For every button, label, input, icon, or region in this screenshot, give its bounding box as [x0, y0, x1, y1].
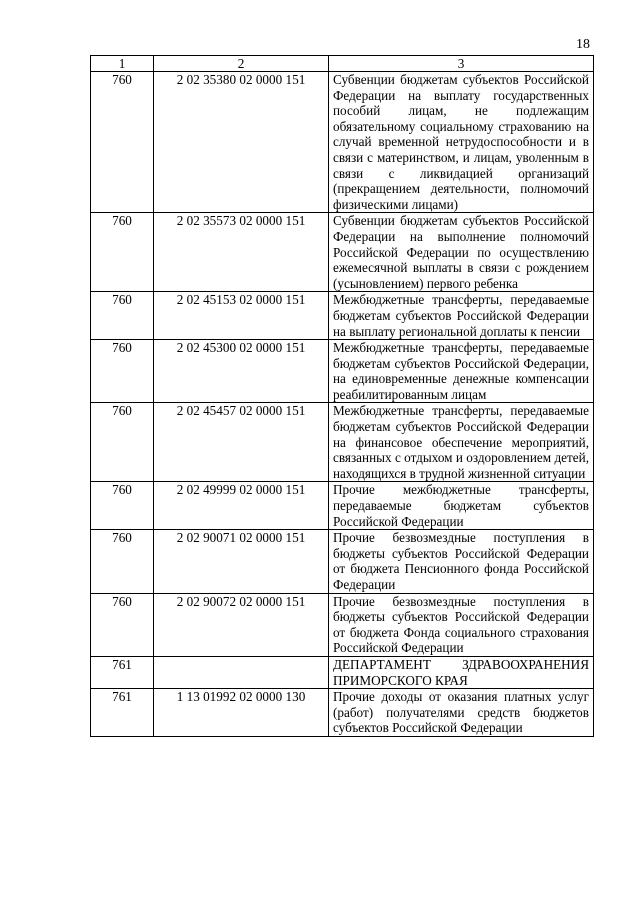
revenue-name-cell: Прочие межбюджетные трансферты, передаваемые бюджетам субъектов Российской Федерации	[329, 482, 594, 530]
table-row	[91, 213, 594, 292]
table-row	[91, 530, 594, 593]
kbk-code-cell: 2 02 45153 02 0000 151	[154, 292, 329, 340]
table-header-row	[91, 56, 594, 72]
column-header-3: 3	[329, 56, 594, 72]
kbk-code-cell: 2 02 49999 02 0000 151	[154, 482, 329, 530]
column-header-1: 1	[91, 56, 154, 72]
admin-code-cell: 760	[91, 340, 154, 403]
table-row	[91, 689, 594, 737]
revenue-name-cell: Межбюджетные трансферты, передаваемые бюджетам субъектов Российской Федерации на выплату региональной доплаты к пенсии	[329, 292, 594, 340]
admin-code-cell: 760	[91, 482, 154, 530]
table-row	[91, 593, 594, 656]
revenue-name-cell: Межбюджетные трансферты, передаваемые бюджетам субъектов Российской Федерации, на единовременные денежные компенсации реабилитированным лицам	[329, 340, 594, 403]
admin-code-cell: 760	[91, 292, 154, 340]
kbk-code-cell: 2 02 90071 02 0000 151	[154, 530, 329, 593]
admin-code-cell: 760	[91, 403, 154, 482]
department-heading-cell: ДЕПАРТАМЕНТ ЗДРАВООХРАНЕНИЯ ПРИМОРСКОГО КРАЯ	[329, 656, 594, 688]
column-header-2: 2	[154, 56, 329, 72]
admin-code-cell: 761	[91, 656, 154, 688]
table-row	[91, 482, 594, 530]
kbk-code-cell: 2 02 90072 02 0000 151	[154, 593, 329, 656]
kbk-code-cell: 2 02 45457 02 0000 151	[154, 403, 329, 482]
table-row	[91, 72, 594, 213]
revenue-name-cell: Субвенции бюджетам субъектов Российской Федерации на выполнение полномочий Российской Федерации по осуществлению ежемесячной выплаты в связи с рождением (усыновлением) первого ребенка	[329, 213, 594, 292]
table-row	[91, 656, 594, 688]
admin-code-cell: 760	[91, 72, 154, 213]
kbk-code-cell: 2 02 35573 02 0000 151	[154, 213, 329, 292]
kbk-code-cell: 2 02 35380 02 0000 151	[154, 72, 329, 213]
kbk-code-cell: 1 13 01992 02 0000 130	[154, 689, 329, 737]
kbk-code-cell: 2 02 45300 02 0000 151	[154, 340, 329, 403]
admin-code-cell: 760	[91, 213, 154, 292]
admin-code-cell: 760	[91, 593, 154, 656]
admin-code-cell: 761	[91, 689, 154, 737]
budget-classification-table	[90, 55, 594, 737]
table-row	[91, 292, 594, 340]
admin-code-cell: 760	[91, 530, 154, 593]
revenue-name-cell: Прочие безвозмездные поступления в бюджеты субъектов Российской Федерации от бюджета Пенсионного фонда Российской Федерации	[329, 530, 594, 593]
table-row	[91, 403, 594, 482]
revenue-name-cell: Субвенции бюджетам субъектов Российской Федерации на выплату государственных пособий лицам, не подлежащим обязательному социальному страхованию на случай временной нетрудоспособности и в связи с материнством, и лицам, уволенным в связи с ликвидацией организаций (прекращением деятельности, полномочий физическими лицами)	[329, 72, 594, 213]
page-number: 18	[576, 37, 590, 52]
table-row	[91, 340, 594, 403]
kbk-code-cell	[154, 656, 329, 688]
revenue-name-cell: Прочие безвозмездные поступления в бюджеты субъектов Российской Федерации от бюджета Фонда социального страхования Российской Федерации	[329, 593, 594, 656]
revenue-name-cell: Прочие доходы от оказания платных услуг (работ) получателями средств бюджетов субъектов Российской Федерации	[329, 689, 594, 737]
revenue-name-cell: Межбюджетные трансферты, передаваемые бюджетам субъектов Российской Федерации на финансовое обеспечение мероприятий, связанных с отдыхом и оздоровлением детей, находящихся в трудной жизненной ситуации	[329, 403, 594, 482]
